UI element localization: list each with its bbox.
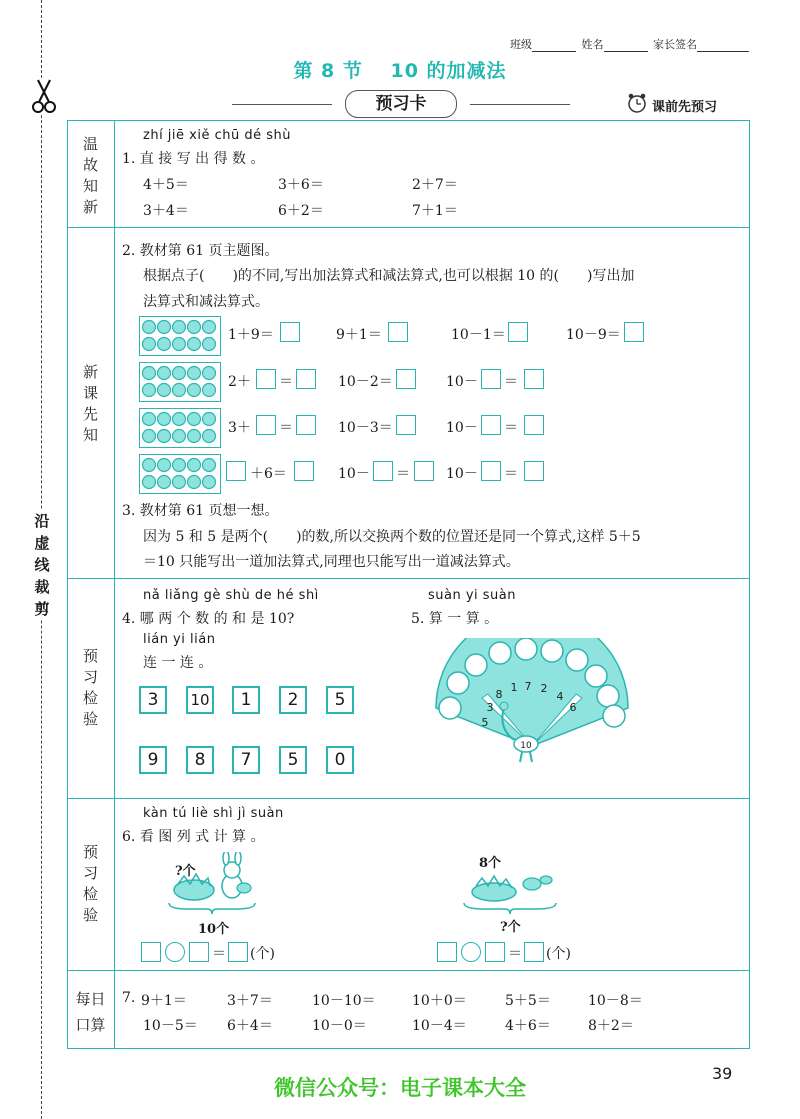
q4-pinyin: nǎ liǎng gè shù de hé shì: [143, 588, 319, 603]
q1-pinyin: zhí jiē xiě chū dé shù: [143, 128, 291, 143]
number-card[interactable]: 8: [186, 746, 214, 774]
q2-expr: 10－9＝: [566, 327, 621, 343]
unit-label: (个): [250, 946, 275, 962]
feather-number: 6: [569, 701, 577, 714]
q7-item: 10－0＝: [312, 1018, 367, 1034]
ten-frame: [139, 408, 221, 448]
q7-item: 6＋4＝: [227, 1018, 273, 1034]
left-top-label: ?个: [175, 864, 196, 879]
q1-item: 2＋7＝: [412, 177, 458, 193]
name-field[interactable]: [604, 39, 648, 52]
q5-pinyin: suàn yi suàn: [428, 588, 517, 603]
answer-box[interactable]: [508, 322, 528, 342]
answer-box[interactable]: [256, 369, 276, 389]
q2-instruction: 根据点子( )的不同,写出加法算式和减法算式,也可以根据 10 的( )写出加: [143, 268, 635, 284]
feather-number: 4: [556, 690, 564, 703]
q2-expr: ＝: [279, 420, 293, 436]
brace-right: [462, 900, 558, 914]
feather-number: 8: [495, 688, 503, 701]
answer-box[interactable]: [481, 461, 501, 481]
title-rule-right: [470, 104, 570, 105]
number-card[interactable]: 3: [139, 686, 167, 714]
answer-box[interactable]: [524, 415, 544, 435]
q6-pinyin: kàn tú liè shì jì suàn: [143, 806, 284, 821]
q2-expr: 10－: [446, 420, 478, 436]
answer-box[interactable]: [414, 461, 434, 481]
number-card[interactable]: 10: [186, 686, 214, 714]
answer-box[interactable]: [256, 415, 276, 435]
answer-box[interactable]: [396, 369, 416, 389]
right-top-label: 8个: [479, 856, 502, 871]
q7-item: 8＋2＝: [588, 1018, 634, 1034]
answer-box[interactable]: [388, 322, 408, 342]
q7-label: 7.: [122, 990, 136, 1006]
q2-expr: 9＋1＝: [336, 327, 382, 343]
answer-box[interactable]: [294, 461, 314, 481]
q2-expr: ＝: [279, 374, 293, 390]
row-label-daily: 每日 口算: [75, 990, 106, 1034]
answer-box[interactable]: [228, 942, 248, 962]
q2-expr: 10－: [446, 466, 478, 482]
q7-item: 10－10＝: [312, 993, 376, 1009]
answer-box[interactable]: [485, 942, 505, 962]
card-title: 预习卡: [345, 90, 457, 118]
q3-title: 3. 教材第 61 页想一想。: [122, 503, 279, 519]
q1-item: 3＋6＝: [278, 177, 324, 193]
label-column-divider: [114, 120, 115, 970]
number-card[interactable]: 5: [326, 686, 354, 714]
q2-expr: ＝: [504, 374, 518, 390]
feather-number: 7: [524, 680, 532, 693]
row-label-check: 预 习 检 验: [82, 647, 98, 728]
brace-left: [167, 900, 257, 914]
q2-instruction: 法算式和减法算式。: [143, 294, 269, 310]
answer-box[interactable]: [524, 461, 544, 481]
row-label-new-lesson: 新 课 先 知: [82, 363, 98, 444]
q2-expr: 10－: [338, 466, 370, 482]
feather-number: 3: [486, 701, 494, 714]
row-label-check: 预 习 检 验: [82, 843, 98, 924]
q1-item: 6＋2＝: [278, 203, 324, 219]
ten-frame: [139, 362, 221, 402]
number-card[interactable]: 0: [326, 746, 354, 774]
q7-item: 5＋5＝: [505, 993, 551, 1009]
q1-title: 1. 直 接 写 出 得 数 。: [122, 151, 265, 167]
answer-box[interactable]: [481, 369, 501, 389]
number-card[interactable]: 2: [279, 686, 307, 714]
right-bottom-label: ?个: [500, 920, 521, 935]
q2-expr: 10－3＝: [338, 420, 393, 436]
answer-box[interactable]: [373, 461, 393, 481]
peacock-illustration: [428, 638, 636, 768]
q4-subtitle: 连 一 连 。: [143, 655, 213, 671]
row-divider: [67, 578, 750, 579]
answer-box[interactable]: [437, 942, 457, 962]
title-rule-left: [232, 104, 332, 105]
answer-box[interactable]: [296, 415, 316, 435]
feather-number: 5: [481, 716, 489, 729]
q1-item: 4＋5＝: [143, 177, 189, 193]
q7-item: 10＋0＝: [412, 993, 467, 1009]
q5-title: 5. 算 一 算 。: [411, 611, 499, 627]
q2-expr: 2＋: [228, 374, 251, 390]
answer-box[interactable]: [624, 322, 644, 342]
q4-title: 4. 哪 两 个 数 的 和 是 10?: [122, 611, 295, 627]
answer-box[interactable]: [280, 322, 300, 342]
row-divider: [67, 798, 750, 799]
q2-expr: 10－2＝: [338, 374, 393, 390]
unit-label: (个): [546, 946, 571, 962]
alarm-clock-icon: [626, 92, 648, 114]
operator-circle[interactable]: [165, 942, 185, 962]
q2-expr: ＝: [504, 466, 518, 482]
q4-pinyin: lián yi lián: [143, 632, 216, 647]
answer-box[interactable]: [226, 461, 246, 481]
q2-expr: ＝: [396, 466, 410, 482]
class-label: 班级: [510, 38, 532, 51]
page-number: 39: [712, 1064, 733, 1083]
number-card[interactable]: 7: [232, 746, 260, 774]
q2-expr: 10－1＝: [451, 327, 506, 343]
equals-sign: ＝: [212, 946, 226, 962]
cut-instruction: 沿 虚 线 裁 剪: [32, 510, 52, 620]
number-card[interactable]: 1: [232, 686, 260, 714]
feather-number: 1: [510, 681, 518, 694]
row-divider: [67, 227, 750, 228]
q3-text: 因为 5 和 5 是两个( )的数,所以交换两个数的位置还是同一个算式,这样 5＋5: [143, 529, 641, 545]
section-title: 第 8 节 10 的加减法: [293, 60, 507, 82]
parent-signature-field[interactable]: [697, 39, 749, 52]
q7-item: 4＋6＝: [505, 1018, 551, 1034]
q6-title: 6. 看 图 列 式 计 算 。: [122, 829, 265, 845]
feather-number: 2: [540, 682, 548, 695]
q2-expr: ＋6＝: [250, 466, 287, 482]
left-bottom-label: 10个: [198, 922, 230, 937]
peacock-center-number: 10: [520, 741, 532, 751]
answer-box[interactable]: [296, 369, 316, 389]
student-info: [510, 36, 751, 52]
preview-tag: 课前先预习: [652, 100, 718, 115]
equals-sign: ＝: [508, 946, 522, 962]
answer-box[interactable]: [396, 415, 416, 435]
label-column-divider: [114, 970, 115, 1049]
footer-watermark: 微信公众号：电子课本大全: [274, 1076, 526, 1100]
number-card[interactable]: 5: [279, 746, 307, 774]
operator-circle[interactable]: [461, 942, 481, 962]
q2-title: 2. 教材第 61 页主题图。: [122, 243, 279, 259]
row-label-review: 温 故 知 新: [82, 135, 98, 216]
q7-item: 10－4＝: [412, 1018, 467, 1034]
ten-frame: [139, 454, 221, 494]
q1-item: 3＋4＝: [143, 203, 189, 219]
answer-box[interactable]: [524, 369, 544, 389]
q3-text: ＝10 只能写出一道加法算式,同理也只能写出一道减法算式。: [143, 554, 520, 570]
class-field[interactable]: [532, 39, 576, 52]
name-label: 姓名: [581, 38, 604, 51]
q2-expr: 10－: [446, 374, 478, 390]
answer-box[interactable]: [141, 942, 161, 962]
scissors-icon: [30, 78, 58, 114]
answer-box[interactable]: [481, 415, 501, 435]
q2-expr: 3＋: [228, 420, 251, 436]
q2-expr: ＝: [504, 420, 518, 436]
ten-frame: [139, 316, 221, 356]
answer-box[interactable]: [524, 942, 544, 962]
number-card[interactable]: 9: [139, 746, 167, 774]
row-divider: [67, 970, 750, 971]
q7-item: 10－8＝: [588, 993, 643, 1009]
answer-box[interactable]: [189, 942, 209, 962]
q7-item: 10－5＝: [143, 1018, 198, 1034]
q7-item: 3＋7＝: [227, 993, 273, 1009]
q2-expr: 1＋9＝: [228, 327, 274, 343]
parent-signature-label: 家长签名: [653, 38, 697, 51]
q7-item: 9＋1＝: [141, 993, 187, 1009]
q1-item: 7＋1＝: [412, 203, 458, 219]
